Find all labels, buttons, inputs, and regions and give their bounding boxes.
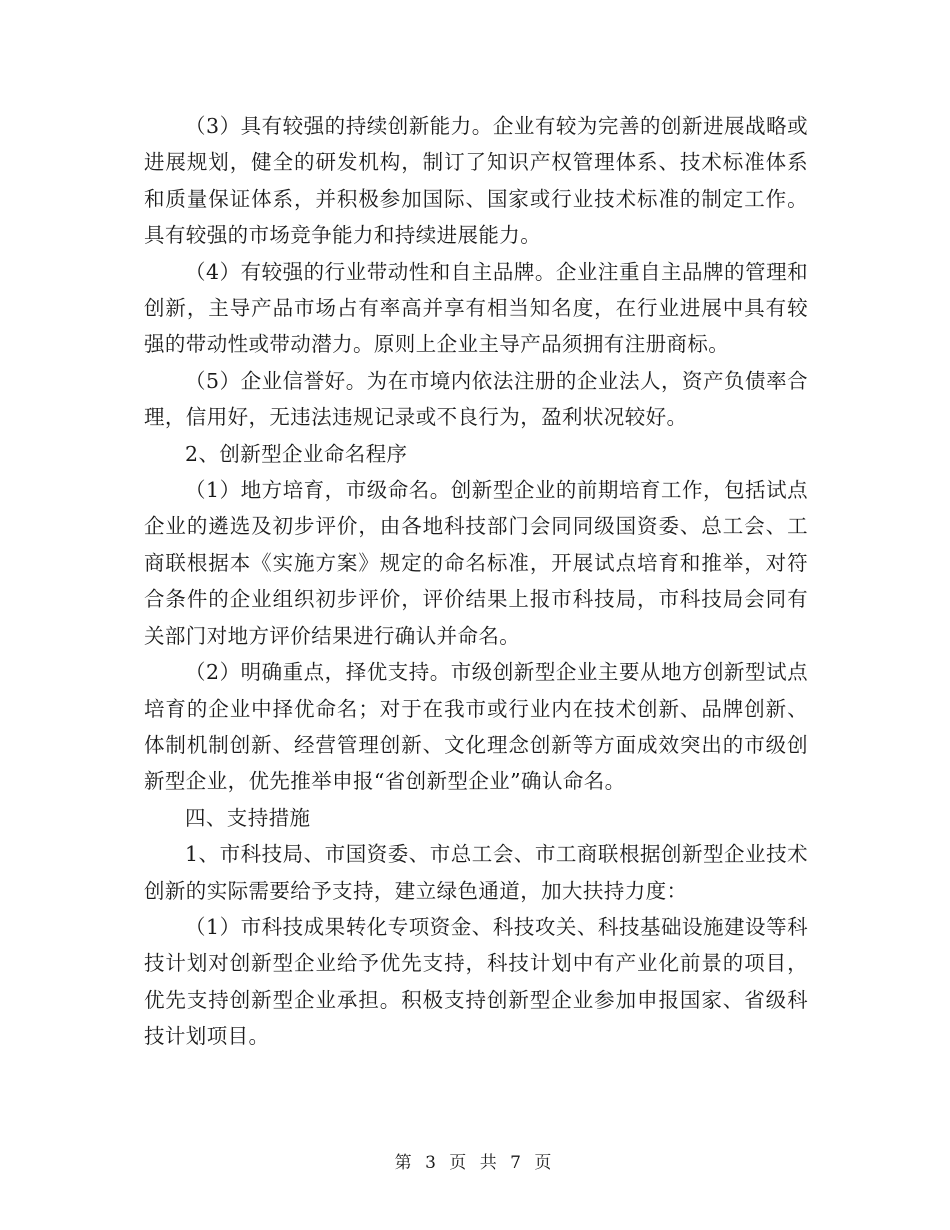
document-body [144, 108, 808, 1055]
paragraph-criterion-5: （5）企业信誉好。为在市境内依法注册的企业法人，资产负债率合理，信用好，无违法违规记录或不良行为，盈利状况较好。 [144, 368, 808, 430]
paragraph-support-1-1: （1）市科技成果转化专项资金、科技攻关、科技基础设施建设等科技计划对创新型企业给予优先支持，科技计划中有产业化前景的项目，优先支持创新型企业承担。积极支持创新型企业参加申报国家、省级科技计划项目。 [144, 914, 808, 1049]
page-number-footer: 第 3 页 共 7 页 [394, 1153, 556, 1173]
paragraph-criterion-3: （3）具有较强的持续创新能力。企业有较为完善的创新进展战略或进展规划，健全的研发机构，制订了知识产权管理体系、技术标准体系和质量保证体系，并积极参加国际、国家或行业技术标准的制定工作。具有较强的市场竞争能力和持续进展能力。 [144, 114, 808, 248]
paragraph-criterion-4: （4）有较强的行业带动性和自主品牌。企业注重自主品牌的管理和创新，主导产品市场占有率高并享有相当知名度，在行业进展中具有较强的带动性或带动潜力。原则上企业主导产品须拥有注册商标。 [144, 259, 808, 357]
section-heading-support-measures: 四、支持措施 [185, 805, 311, 830]
paragraph-procedure-1: （1）地方培育，市级命名。创新型企业的前期培育工作，包括试点企业的遴选及初步评价，由各地科技部门会同同级国资委、总工会、工商联根据本《实施方案》规定的命名标准，开展试点培育和推举，对符合条件的企业组织初步评价，评价结果上报市科技局，市科技局会同有关部门对地方评价结果进行确认并命名。 [144, 478, 808, 648]
paragraph-procedure-2: （2）明确重点，择优支持。市级创新型企业主要从地方创新型试点培育的企业中择优命名；对于在我市或行业内在技术创新、品牌创新、体制机制创新、经营管理创新、文化理念创新等方面成效突出的市级创新型企业，优先推举申报“省创新型企业”确认命名。 [144, 660, 808, 794]
section-heading-naming-procedure: 2、创新型企业命名程序 [185, 441, 408, 466]
paragraph-support-1: 1、市科技局、市国资委、市总工会、市工商联根据创新型企业技术创新的实际需要给予支持，建立绿色通道，加大扶持力度： [144, 842, 808, 903]
